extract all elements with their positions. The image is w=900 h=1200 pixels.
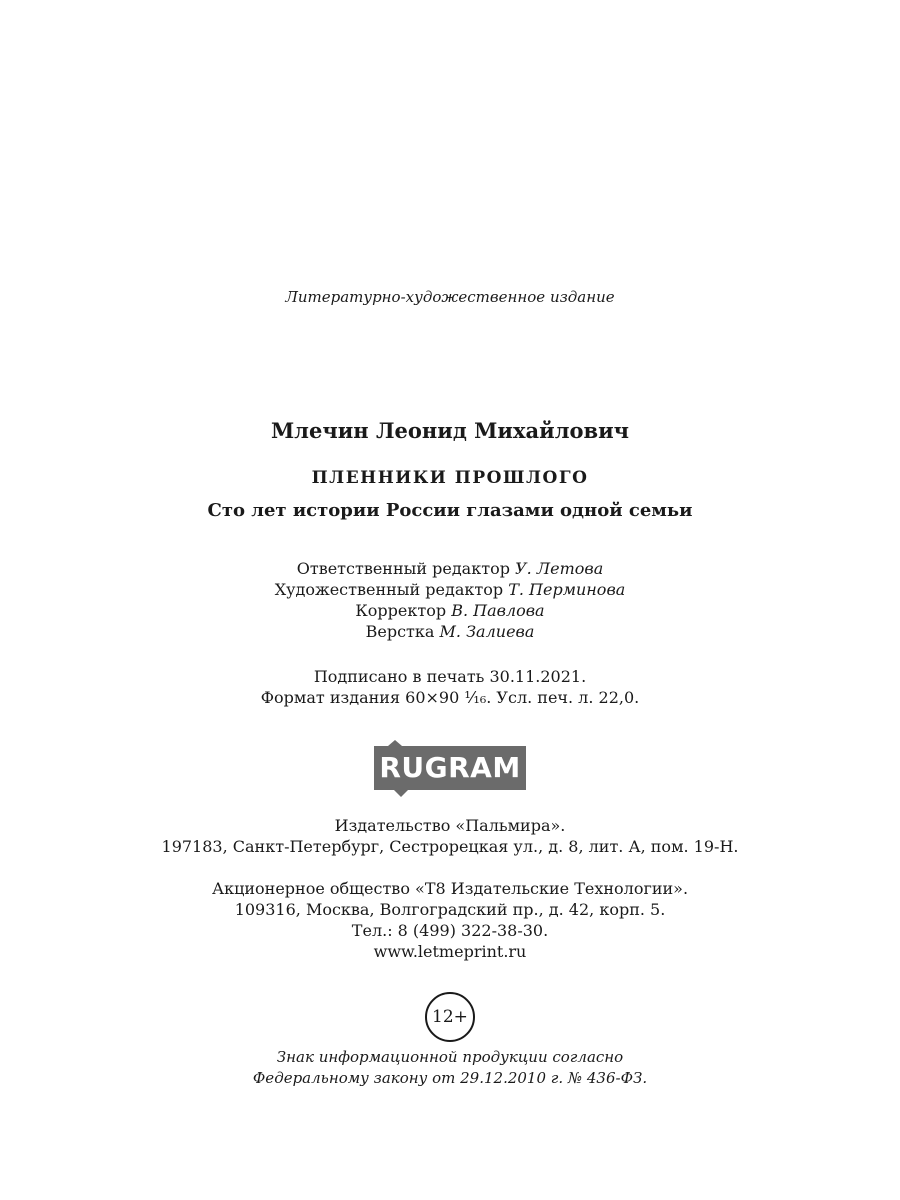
book-title: ПЛЕННИКИ ПРОШЛОГО (311, 468, 589, 488)
printer-info (0, 878, 900, 962)
credit-line (0, 600, 900, 621)
age-rating-container (0, 992, 900, 1044)
print-format: Формат издания 60×90 ¹⁄₁₆. Усл. печ. л. 22,0. (260, 688, 640, 707)
publisher-name: Издательство «Пальмира». (334, 816, 566, 835)
printer-name: Акционерное общество «Т8 Издательские Технологии». (211, 879, 689, 898)
printer-website: www.letmeprint.ru (373, 942, 527, 961)
author-name: Млечин Леонид Михайлович (270, 418, 630, 443)
law-notice-line: Знак информационной продукции согласно (276, 1048, 624, 1066)
rugram-logo (374, 746, 526, 790)
book-subtitle: Сто лет истории России глазами одной семьи (207, 500, 693, 521)
printer-address: 109316, Москва, Волгоградский пр., д. 42, корп. 5. (234, 900, 666, 919)
law-notice-line: Федеральному закону от 29.12.2010 г. № 436-ФЗ. (252, 1069, 648, 1087)
publisher-address: 197183, Санкт-Петербург, Сестрорецкая ул., д. 8, лит. А, пом. 19-Н. (161, 837, 739, 856)
credit-line (0, 558, 900, 579)
edition-type: Литературно-художественное издание (285, 288, 615, 306)
credit-person: Т. Перминова (508, 580, 626, 599)
print-signed-date: Подписано в печать 30.11.2021. (313, 667, 587, 686)
law-notice (0, 1047, 900, 1089)
publisher-info (0, 815, 900, 857)
printer-phone: Тел.: 8 (499) 322-38-30. (351, 921, 549, 940)
credit-person: У. Летова (515, 559, 604, 578)
logo-text: RUGRAM (379, 751, 521, 784)
credits-block (0, 558, 900, 642)
credit-role: Верстка (365, 622, 435, 641)
credit-role: Корректор (355, 601, 447, 620)
credit-line (0, 579, 900, 600)
logo-container (0, 746, 900, 794)
credit-role: Художественный редактор (274, 580, 504, 599)
credit-person: В. Павлова (451, 601, 545, 620)
logo-tail-shape (394, 790, 408, 797)
credit-person: М. Залиева (439, 622, 535, 641)
credit-role: Ответственный редактор (296, 559, 510, 578)
credit-line (0, 621, 900, 642)
logo-notch-shape (388, 740, 402, 746)
print-info (0, 666, 900, 708)
age-rating-badge: 12+ (425, 992, 475, 1042)
